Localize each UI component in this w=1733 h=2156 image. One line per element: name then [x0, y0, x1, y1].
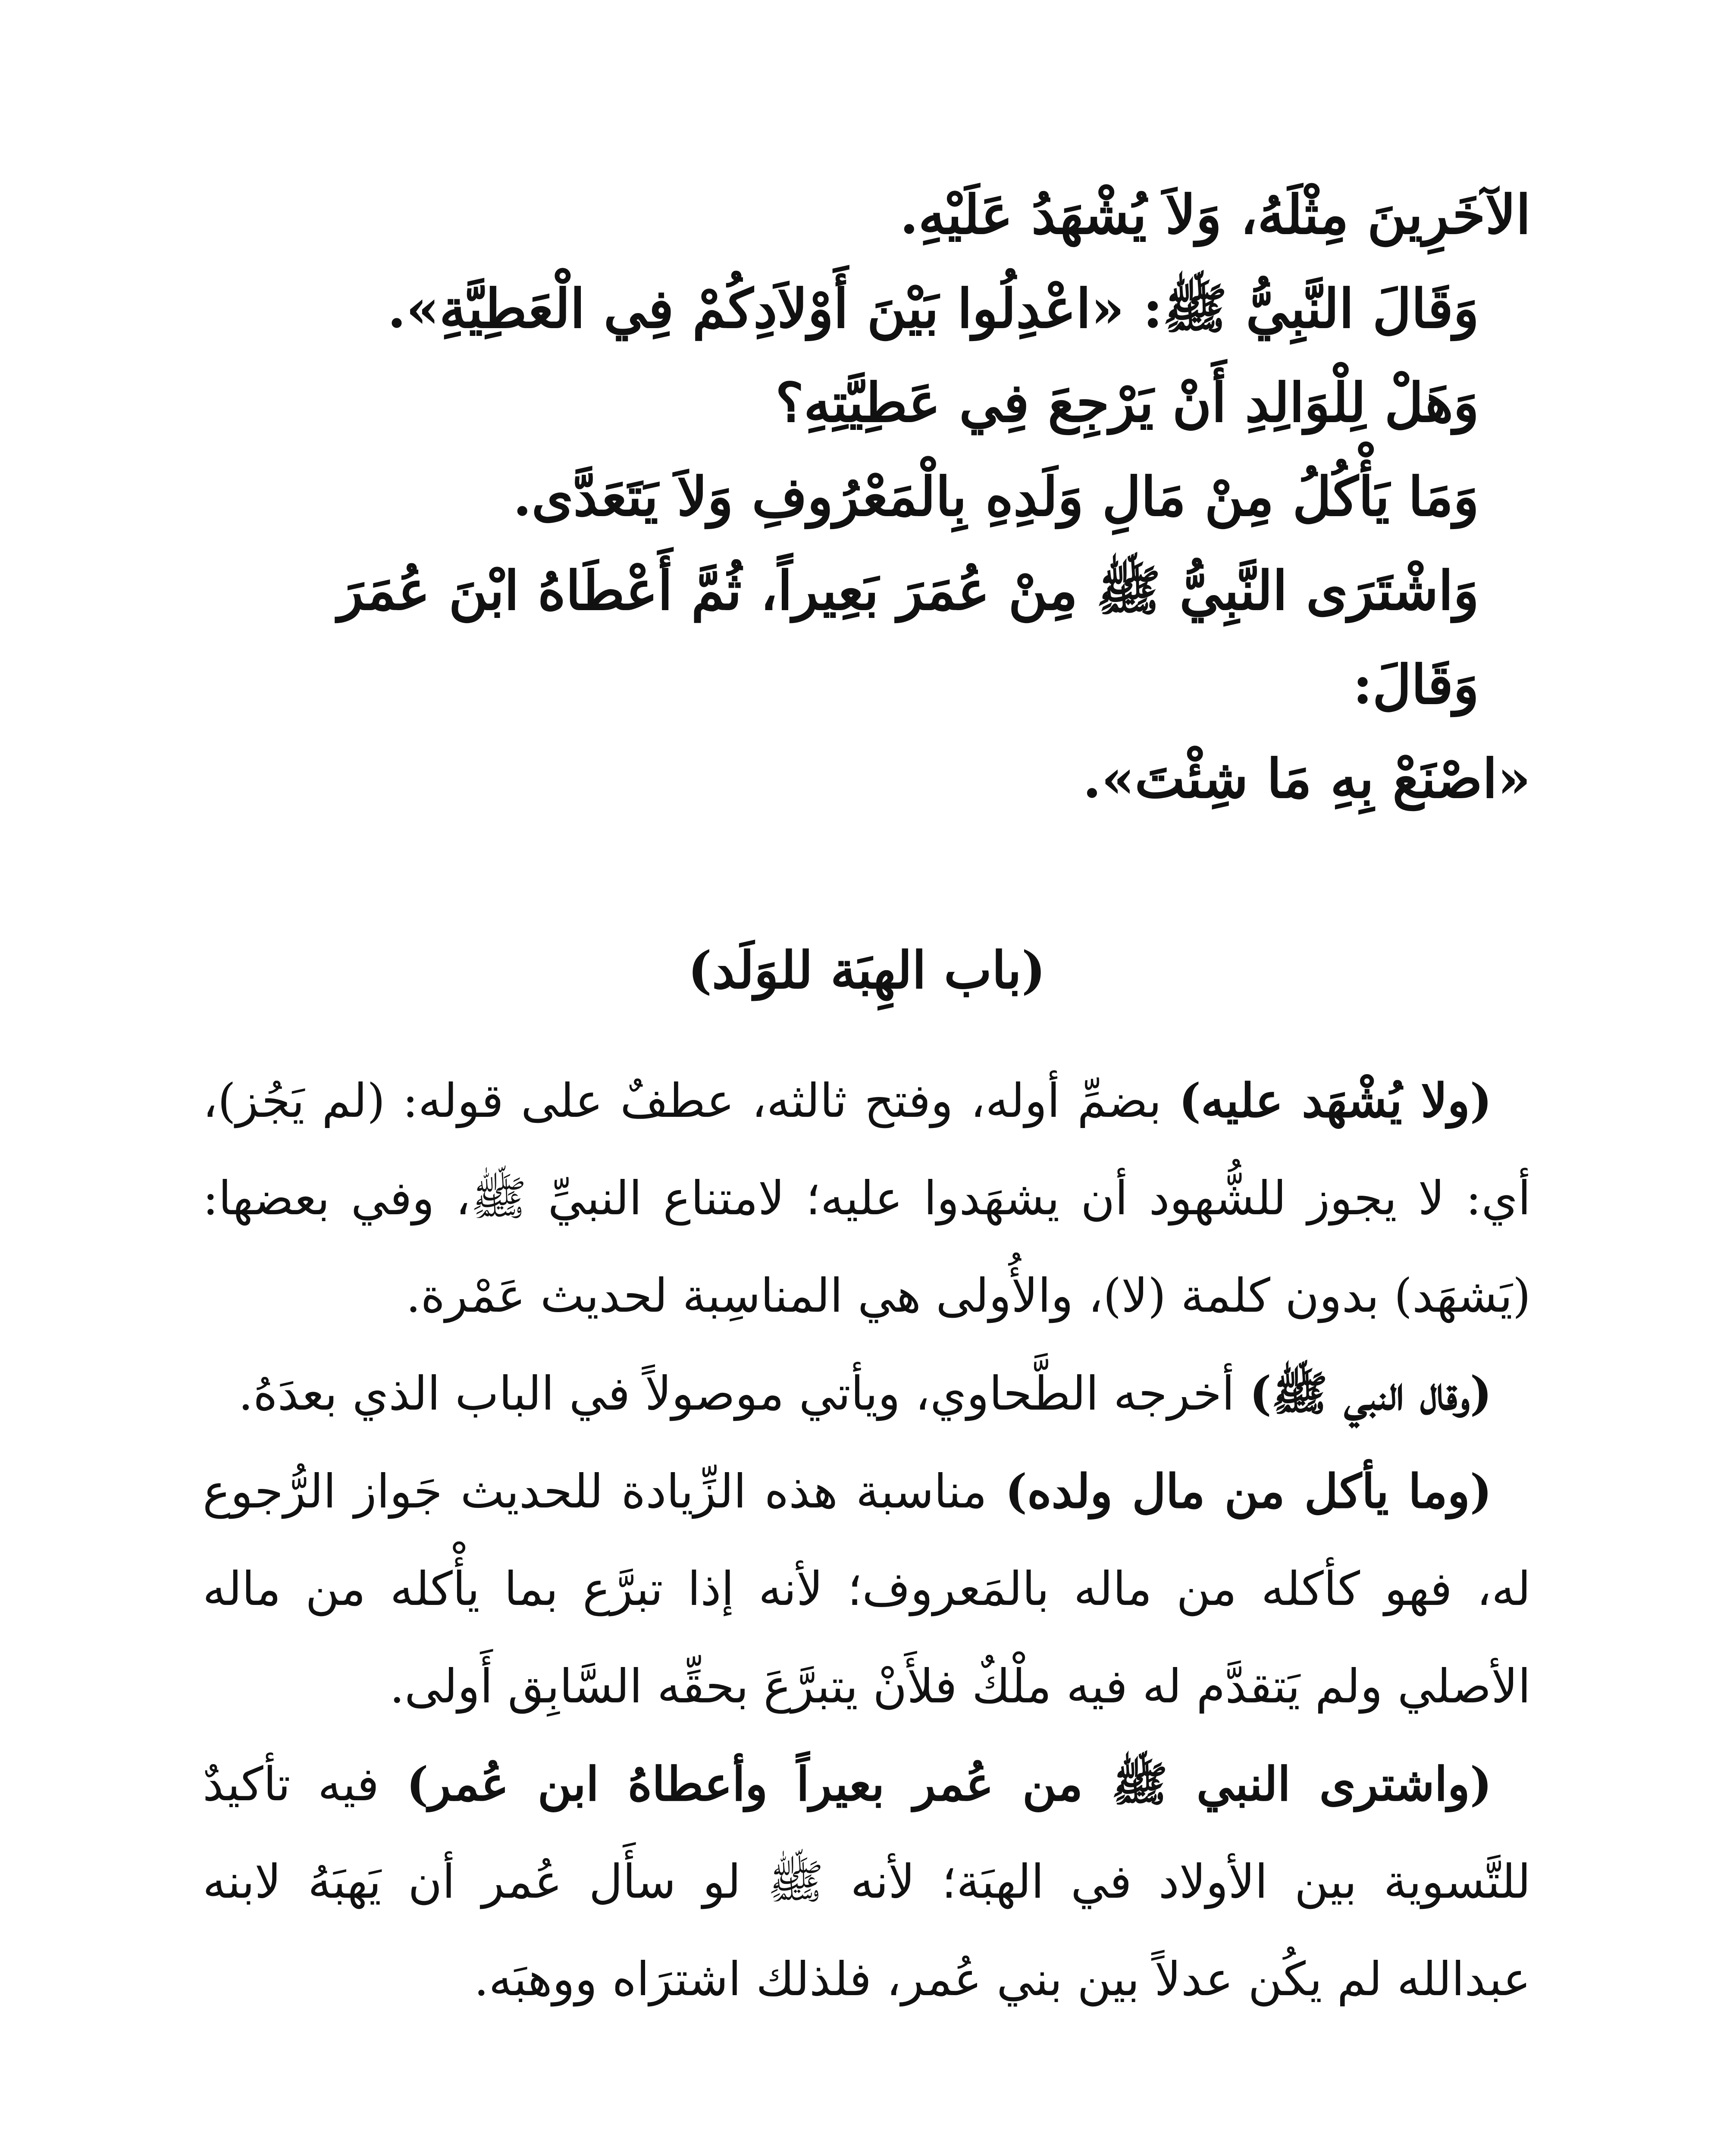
commentary-lemma-4: (واشترى النبي ﷺ من عُمر بعيراً وأعطاهُ ابن عُمر): [406, 1757, 1492, 1811]
commentary-body-4: فيه تأكيدٌ للتَّسوية بين الأولاد في الهبَة؛ لأنه ﷺ لو سأَل عُمر أن يَهبَهُ لابنه عبدالله لم يكُن عدلاً بين بني عُمر، فلذلك اشترَاه ووهبَه.: [203, 1758, 1531, 2006]
matn-line-1: الآخَرِينَ مِثْلَهُ، وَلاَ يُشْهَدُ عَلَيْهِ.: [899, 184, 1531, 246]
matn-line-2: وَقَالَ النَّبِيُّ ﷺ: «اعْدِلُوا بَيْنَ أَوْلاَدِكُمْ فِي الْعَطِيَّةِ».: [387, 278, 1479, 340]
chapter-heading: (باب الهِبَة للوَلَد): [688, 940, 1046, 1000]
matn-line-5: وَاشْتَرَى النَّبِيُّ ﷺ مِنْ عُمَرَ بَعِيراً، ثُمَّ أَعْطَاهُ ابْنَ عُمَرَ وَقَالَ:: [338, 560, 1479, 716]
commentary-body-1: بضمِّ أوله، وفتح ثالثه، عطفٌ على قوله: (لم يَجُز)، أي: لا يجوز للشُّهود أن يشهَدوا عليه؛ لامتناع النبيِّ ﷺ، وفي بعضها: (يَشهَد) بدون كلمة (لا)، والأُولى هي المناسِبة لحديث عَمْرة.: [203, 1074, 1531, 1323]
hadith-text: [203, 168, 1531, 826]
commentary-paragraph-3: [203, 1443, 1531, 1736]
matn-line-4: وَمَا يَأْكُلُ مِنْ مَالِ وَلَدِهِ بِالْمَعْرُوفِ وَلاَ يَتَعَدَّى.: [513, 466, 1479, 528]
commentary-body-3: مناسبة هذه الزِّيادة للحديث جَواز الرُّجوع له، فهو كأكله من ماله بالمَعروف؛ لأنه إذا تبرَّع بما يأْكله من ماله الأصلي ولم يَتقدَّم له فيه ملْكٌ فلأَنْ يتبرَّعَ بحقِّه السَّابِق أَولى.: [203, 1465, 1531, 1714]
commentary-body-2: أخرجه الطَّحاوي، ويأتي موصولاً في الباب الذي بعدَهُ.: [238, 1367, 1250, 1421]
matn-line-3: وَهَلْ لِلْوَالِدِ أَنْ يَرْجِعَ فِي عَطِيَّتِهِ؟: [775, 372, 1479, 434]
commentary-lemma-3: (وما يأكل من مال ولده): [1005, 1464, 1492, 1519]
commentary-paragraph-1: [203, 1052, 1531, 1345]
commentary-lemma-1: (ولا يُشْهَد عليه): [1178, 1074, 1492, 1128]
commentary-text: [203, 1052, 1531, 2028]
commentary-lemma-2: (وقال النبي ﷺ): [1249, 1366, 1492, 1421]
matn-line-6: «اصْنَعْ بِهِ مَا شِئْتَ».: [1082, 748, 1531, 810]
commentary-paragraph-4: [203, 1736, 1531, 2028]
commentary-paragraph-2: [203, 1345, 1531, 1443]
